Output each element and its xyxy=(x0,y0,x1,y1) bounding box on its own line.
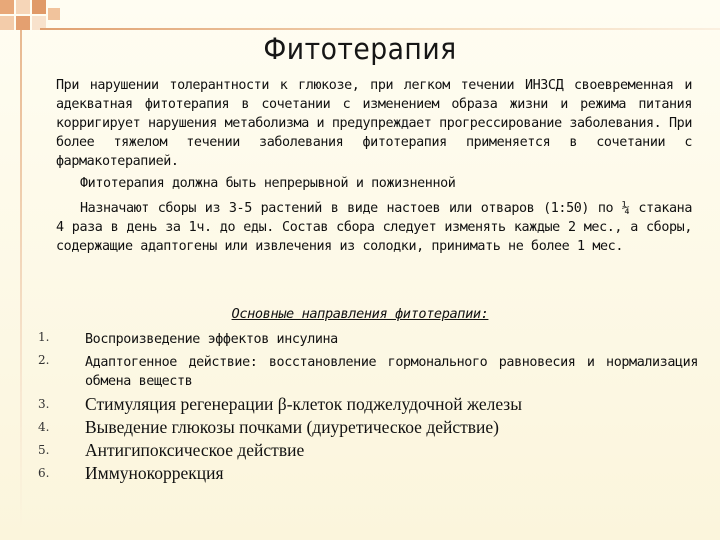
list-item xyxy=(38,353,698,391)
list-item-number: 5. xyxy=(38,443,50,457)
left-decorative-line xyxy=(20,30,22,530)
slide-title: Фитотерапия xyxy=(263,32,457,66)
top-decorative-line xyxy=(40,28,720,30)
list-item-text: Адаптогенное действие: восстановление гормонального равновесия и нормализация обмена веществ xyxy=(85,355,698,389)
list-item-number: 4. xyxy=(38,420,50,434)
list-item-text: Воспроизведение эффектов инсулина xyxy=(85,332,338,347)
list-item-text: Выведение глюкозы почками (диуретическое действие) xyxy=(85,417,500,437)
paragraph-continuity: Фитотерапия должна быть непрерывной и пожизненной xyxy=(80,176,456,191)
list-item xyxy=(38,462,698,484)
list-item xyxy=(38,439,698,461)
list-item xyxy=(38,393,698,415)
list-item-number: 3. xyxy=(38,397,50,411)
paragraph-intro: При нарушении толерантности к глюкозе, при легком течении ИНЗСД своевременная и адекватная фитотерапия в сочетании с изменением образа жизни и режима питания корригирует нарушения метаболизма и предупреждает прогрессирование заболевания. При более тяжелом течении заболевания фитотерапия применяется в сочетании с фармакотерапией. xyxy=(56,78,692,169)
list-item xyxy=(38,330,698,349)
list-item xyxy=(38,416,698,438)
list-item-text: Стимуляция регенерации β-клеток поджелудочной железы xyxy=(85,394,522,414)
paragraph-dosage: Назначают сборы из 3-5 растений в виде настоев или отваров (1:50) по ¼ стакана 4 раза в день за 1ч. до еды. Состав сбора следует изменять каждые 2 мес., а сборы, содержащие адаптогены или извлечения из солодки, принимать не более 1 мес. xyxy=(56,201,692,254)
list-item-text: Иммунокоррекция xyxy=(85,463,224,483)
directions-subheading: Основные направления фитотерапии: xyxy=(231,306,489,322)
directions-list xyxy=(38,330,698,488)
list-item-text: Антигипоксическое действие xyxy=(85,440,305,460)
list-item-number: 6. xyxy=(38,466,50,480)
list-item-number: 2. xyxy=(38,353,50,367)
list-item-number: 1. xyxy=(38,330,50,344)
